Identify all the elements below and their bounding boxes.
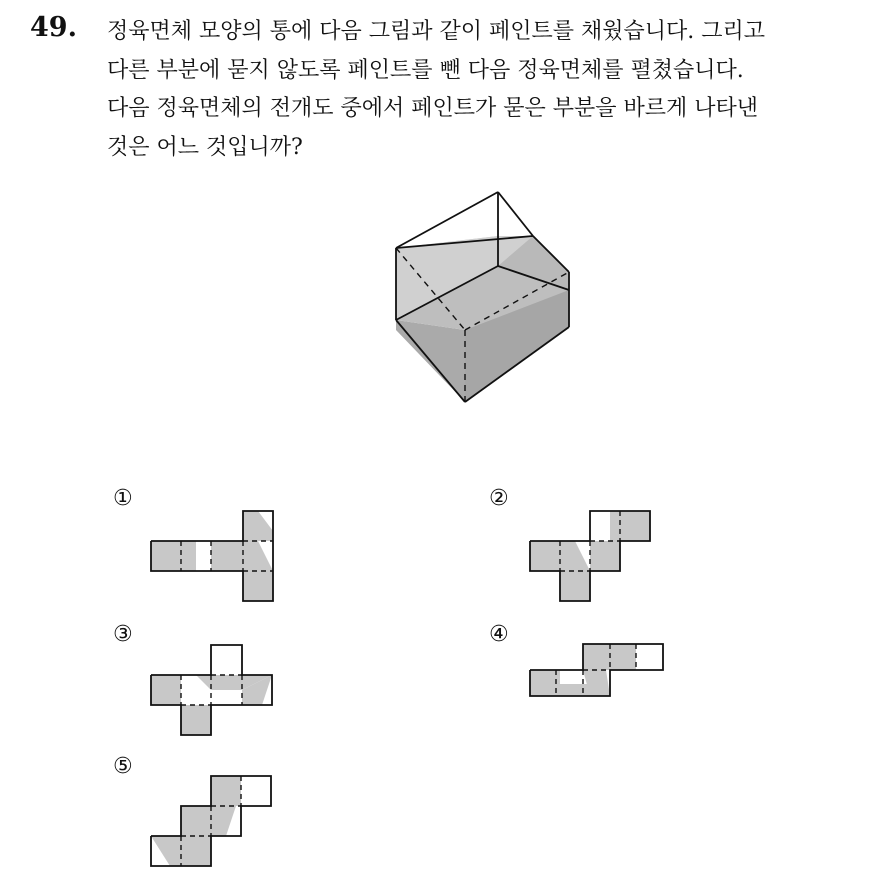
option-2-label[interactable]: ② <box>489 486 509 511</box>
question-line-2: 다른 부분에 묻지 않도록 페인트를 뺀 다음 정육면체를 펼쳤습니다. <box>107 57 744 83</box>
option-3-label[interactable]: ③ <box>113 622 133 647</box>
question-line-3: 다음 정육면체의 전개도 중에서 페인트가 묻은 부분을 바르게 나타낸 <box>107 96 759 121</box>
option-5-paint <box>151 776 241 866</box>
question-line-4: 것은 어느 것입니까? <box>107 134 303 160</box>
question-line-1: 정육면체 모양의 통에 다음 그림과 같이 페인트를 채웠습니다. 그리고 <box>107 19 765 44</box>
option-1-label[interactable]: ① <box>113 486 133 511</box>
question-number: 49. <box>30 12 77 43</box>
option-4-label[interactable]: ④ <box>489 622 509 647</box>
option-5-label[interactable]: ⑤ <box>113 754 133 779</box>
